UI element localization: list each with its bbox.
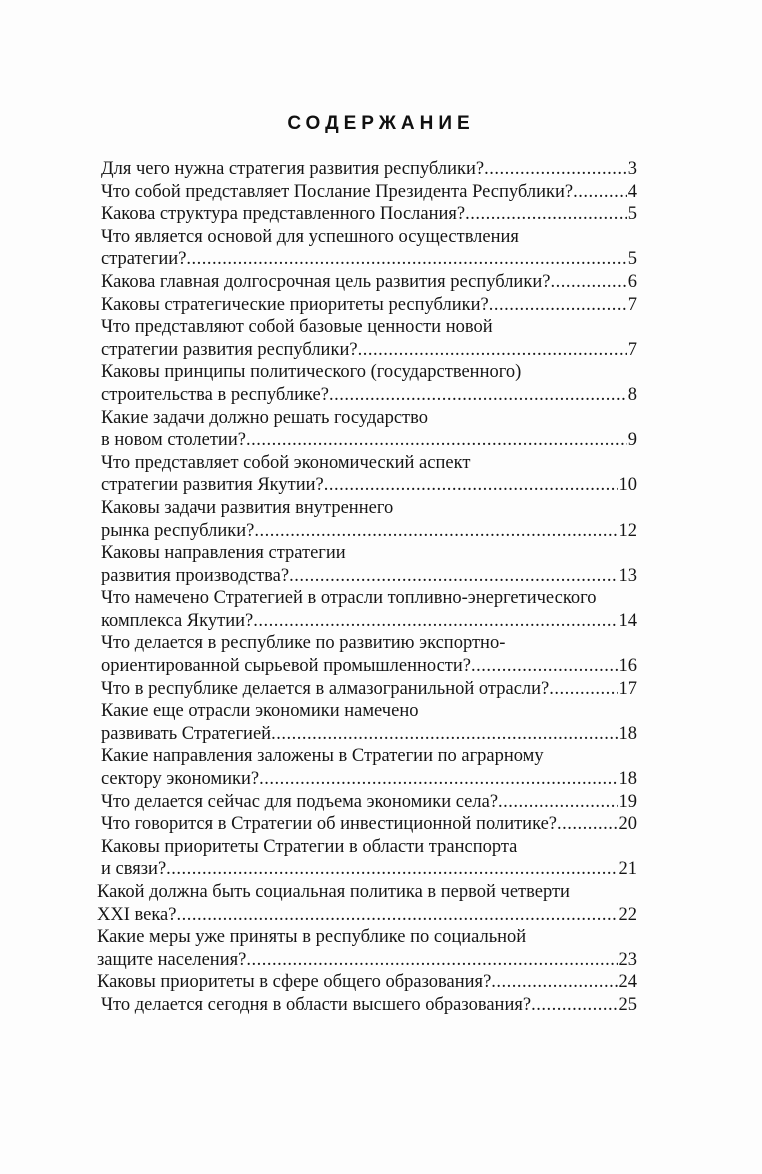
toc-entry-text: Какой должна быть социальная политика в первой четверти: [97, 882, 570, 902]
toc-entry-text: строительства в республике?: [101, 384, 329, 405]
toc-page-number: 22: [618, 904, 637, 925]
toc-entry-text: Что собой представляет Послание Президента Республики?: [101, 181, 574, 202]
toc-entry-text: XXI века?: [97, 904, 177, 925]
dot-leader: [246, 949, 617, 972]
toc-page-number: 25: [618, 994, 637, 1015]
toc-entry-text: стратегии развития республики?: [101, 339, 358, 360]
toc-entry[interactable]: [101, 271, 637, 294]
table-of-contents: [97, 158, 637, 1017]
dot-leader: [531, 994, 617, 1017]
toc-entry-text: комплекса Якутии?: [101, 610, 254, 631]
toc-entry-text: Каковы принципы политического (государственного): [101, 362, 522, 383]
dot-leader: [465, 203, 627, 226]
toc-entry[interactable]: [101, 587, 637, 632]
toc-entry[interactable]: [101, 316, 637, 361]
toc-entry[interactable]: [101, 745, 637, 790]
toc-entry-text: сектору экономики?: [101, 769, 260, 790]
toc-entry-text: развивать Стратегией: [101, 723, 272, 744]
toc-page-number: 24: [618, 972, 637, 993]
toc-entry[interactable]: [101, 497, 637, 542]
dot-leader: [329, 384, 627, 407]
toc-entry-text: Что в республике делается в алмазогранильной отрасли?: [101, 678, 550, 699]
dot-leader: [259, 768, 617, 791]
toc-entry-text: стратегии?: [101, 249, 187, 270]
toc-page-number: 12: [618, 520, 637, 541]
toc-page-number: 7: [627, 339, 637, 360]
toc-entry-text: Что делается в республике по развитию экспортно-: [101, 633, 506, 654]
toc-entry[interactable]: [101, 158, 637, 181]
toc-page-number: 18: [618, 723, 637, 744]
toc-entry-text: рынка республики?: [101, 520, 255, 541]
dot-leader: [324, 474, 618, 497]
toc-entry-text: развития производства?: [101, 565, 290, 586]
toc-page-number: 3: [627, 159, 637, 179]
dot-leader: [489, 294, 627, 317]
toc-entry[interactable]: [101, 791, 637, 814]
toc-entry-text: стратегии развития Якутии?: [101, 475, 324, 496]
dot-leader: [253, 610, 617, 633]
toc-entry[interactable]: [97, 926, 637, 971]
dot-leader: [176, 904, 617, 927]
toc-entry-text: в новом столетии?: [101, 430, 246, 451]
toc-entry[interactable]: [101, 678, 637, 701]
toc-page-number: 10: [618, 475, 637, 496]
toc-entry[interactable]: [101, 994, 637, 1017]
toc-page-number: 13: [618, 565, 637, 586]
dot-leader: [186, 248, 626, 271]
toc-entry-text: Какие еще отрасли экономики намечено: [101, 701, 419, 722]
toc-page-number: 21: [618, 859, 637, 880]
toc-page-number: 17: [618, 678, 637, 699]
toc-page-number: 20: [618, 814, 637, 835]
toc-entry-text: Каковы задачи развития внутреннего: [101, 497, 394, 518]
toc-entry-text: Каковы стратегические приоритеты республики?: [101, 294, 489, 315]
toc-entry[interactable]: [101, 632, 637, 677]
toc-page-number: 7: [627, 294, 637, 315]
toc-entry[interactable]: [101, 813, 637, 836]
dot-leader: [498, 791, 617, 814]
toc-page-number: 9: [627, 430, 637, 451]
toc-entry-text: Для чего нужна стратегия развития республики?: [101, 159, 485, 179]
toc-page-number: 5: [627, 204, 637, 225]
toc-entry[interactable]: [101, 542, 637, 587]
toc-entry-text: Каковы приоритеты Стратегии в области транспорта: [101, 836, 518, 857]
toc-entry[interactable]: [101, 203, 637, 226]
toc-entry-text: Что намечено Стратегией в отрасли топливно-энергетического: [101, 588, 597, 609]
toc-entry[interactable]: [101, 181, 637, 204]
toc-entry-text: Какие меры уже приняты в республике по социальной: [97, 927, 527, 948]
toc-entry[interactable]: [101, 836, 637, 881]
toc-entry[interactable]: [101, 452, 637, 497]
dot-leader: [484, 158, 627, 181]
toc-page-number: 6: [627, 271, 637, 292]
toc-entry[interactable]: [101, 294, 637, 317]
toc-entry[interactable]: [101, 700, 637, 745]
dot-leader: [550, 271, 626, 294]
dot-leader: [549, 678, 617, 701]
toc-entry-text: Что представляет собой экономический аспект: [101, 452, 471, 473]
toc-page-number: 19: [618, 791, 637, 812]
toc-page-number: 4: [627, 181, 637, 202]
toc-page-number: 16: [618, 656, 637, 677]
toc-entry-text: Что делается сегодня в области высшего образования?: [101, 994, 532, 1015]
toc-entry-text: Что говорится в Стратегии об инвестиционной политике?: [101, 814, 558, 835]
toc-entry-text: Какие направления заложены в Стратегии по аграрному: [101, 746, 544, 767]
toc-page-number: 14: [618, 610, 637, 631]
toc-entry-text: защите населения?: [97, 949, 247, 970]
toc-entry-text: ориентированной сырьевой промышленности?: [101, 656, 471, 677]
toc-page-number: 8: [627, 384, 637, 405]
dot-leader: [254, 520, 617, 543]
toc-entry[interactable]: [101, 407, 637, 452]
toc-entry[interactable]: [97, 881, 637, 926]
toc-entry-text: Каковы направления стратегии: [101, 543, 346, 564]
dot-leader: [166, 858, 617, 881]
dot-leader: [573, 181, 627, 204]
dot-leader: [289, 565, 617, 588]
toc-entry-text: Какова структура представленного Послания?: [101, 204, 466, 225]
toc-page-number: 18: [618, 769, 637, 790]
toc-entry-text: Что делается сейчас для подъема экономики села?: [101, 791, 499, 812]
toc-entry[interactable]: [97, 971, 637, 994]
dot-leader: [271, 723, 617, 746]
dot-leader: [491, 971, 617, 994]
toc-entry-text: и связи?: [101, 859, 167, 880]
page-title: СОДЕРЖАНИЕ: [287, 113, 475, 134]
toc-entry-text: Каковы приоритеты в сфере общего образования?: [97, 972, 492, 993]
dot-leader: [246, 429, 627, 452]
toc-entry-text: Что представляют собой базовые ценности новой: [101, 317, 493, 338]
toc-entry[interactable]: [101, 361, 637, 406]
toc-page-number: 23: [618, 949, 637, 970]
toc-entry-text: Какова главная долгосрочная цель развития республики?: [101, 271, 551, 292]
dot-leader: [471, 655, 618, 678]
toc-entry-text: Что является основой для успешного осуществления: [101, 226, 519, 247]
toc-entry-text: Какие задачи должно решать государство: [101, 407, 428, 428]
dot-leader: [557, 813, 617, 836]
toc-page-number: 5: [627, 249, 637, 270]
dot-leader: [358, 339, 627, 362]
toc-entry[interactable]: [101, 226, 637, 271]
